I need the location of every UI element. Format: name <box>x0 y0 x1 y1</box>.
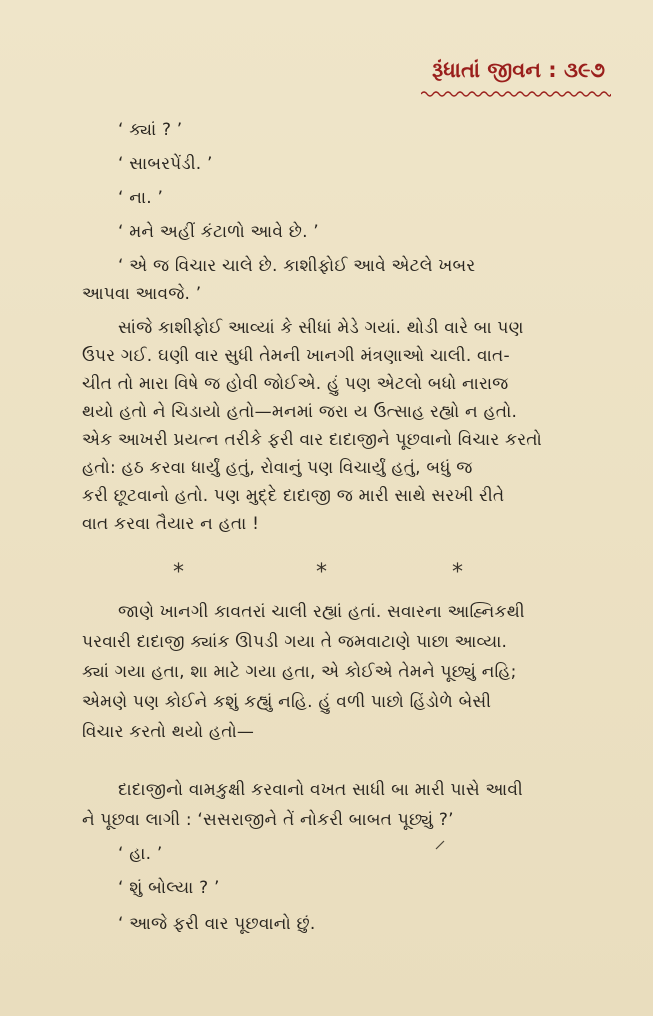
paragraph-line: હતો: હઠ કરવા ધાર્યું હતું, રોવાનું પણ વિચાર્યું હતું, બધું જ <box>82 458 473 478</box>
dialogue-line: ‘ ક્યાં ? ’ <box>118 120 183 140</box>
section-separator-star: * <box>452 560 463 585</box>
dialogue-line: ‘ શું બોલ્યા ? ’ <box>118 878 220 898</box>
paragraph-line: સાંજે કાશીફોઈ આવ્યાં કે સીધાં મેડે ગયાં. થોડી વારે બા પણ <box>118 318 524 338</box>
pencil-tick-mark <box>435 840 445 850</box>
dialogue-line: ‘ ના. ’ <box>118 188 164 208</box>
paragraph-line: ક્યાં ગયા હતા, શા માટે ગયા હતા, એ કોઈએ તેમને પૂછ્યું નહિ; <box>82 662 517 682</box>
paragraph-line: કરી છૂટવાનો હતો. પણ મુદ્દે દાદાજી જ મારી સાથે સરખી રીતે <box>82 486 505 506</box>
paragraph-line: વાત કરવા તૈયાર ન હતા ! <box>82 514 260 534</box>
section-separator-star: * <box>173 560 184 585</box>
paragraph-line: એક આખરી પ્રયત્ન તરીકે ફરી વાર દાદાજીને પૂછવાનો વિચાર કરતો <box>82 430 542 450</box>
paragraph-line: દાદાજીનો વામકુક્ષી કરવાનો વખત સાધી બા મારી પાસે આવી <box>118 780 523 800</box>
paragraph-line: ચીત તો મારા વિષે જ હોવી જોઈએ. હું પણ એટલો બધો નારાજ <box>82 374 509 394</box>
dialogue-line: ‘ એ જ વિચાર ચાલે છે. કાશીફોઈ આવે એટલે ખબર <box>118 256 476 276</box>
running-head-wavy-rule <box>421 90 611 98</box>
paragraph-line: પરવારી દાદાજી ક્યાંક ઊપડી ગયા તે જમવાટાણે પાછા આવ્યા. <box>82 632 508 652</box>
paragraph-line: થયો હતો ને ચિડાયો હતો—મનમાં જરા ય ઉત્સાહ રહ્યો ન હતો. <box>82 402 518 422</box>
paragraph-line: ને પૂછવા લાગી : ‘સસરાજીને તેં નોકરી બાબત પૂછ્યું ?’ <box>82 810 454 830</box>
paragraph-line: જાણે ખાનગી કાવતરાં ચાલી રહ્યાં હતાં. સવારના આહ્નિકથી <box>118 602 525 622</box>
running-head: રૂંધાતાં જીવન : ૩૯૭ <box>432 58 605 82</box>
section-separator-star: * <box>316 560 327 585</box>
dialogue-line: ‘ મને અહીં કંટાળો આવે છે. ’ <box>118 222 319 242</box>
paragraph-line: વિચાર કરતો થયો હતો— <box>82 722 255 742</box>
dialogue-line: ‘ હા. ’ <box>118 844 163 864</box>
paragraph-line: એમણે પણ કોઈને કશું કહ્યું નહિ. હું વળી પાછો હિંડોળે બેસી <box>82 692 492 712</box>
dialogue-line: ‘ સાબરપેંડી. ’ <box>118 154 213 174</box>
dialogue-line: ‘ આજે ફરી વાર પૂછવાનો છું. <box>118 914 316 934</box>
dialogue-line: આપવા આવજે. ’ <box>82 284 202 304</box>
paragraph-line: ઉપર ગઈ. ઘણી વાર સુધી તેમની ખાનગી મંત્રણાઓ ચાલી. વાત- <box>82 346 510 366</box>
